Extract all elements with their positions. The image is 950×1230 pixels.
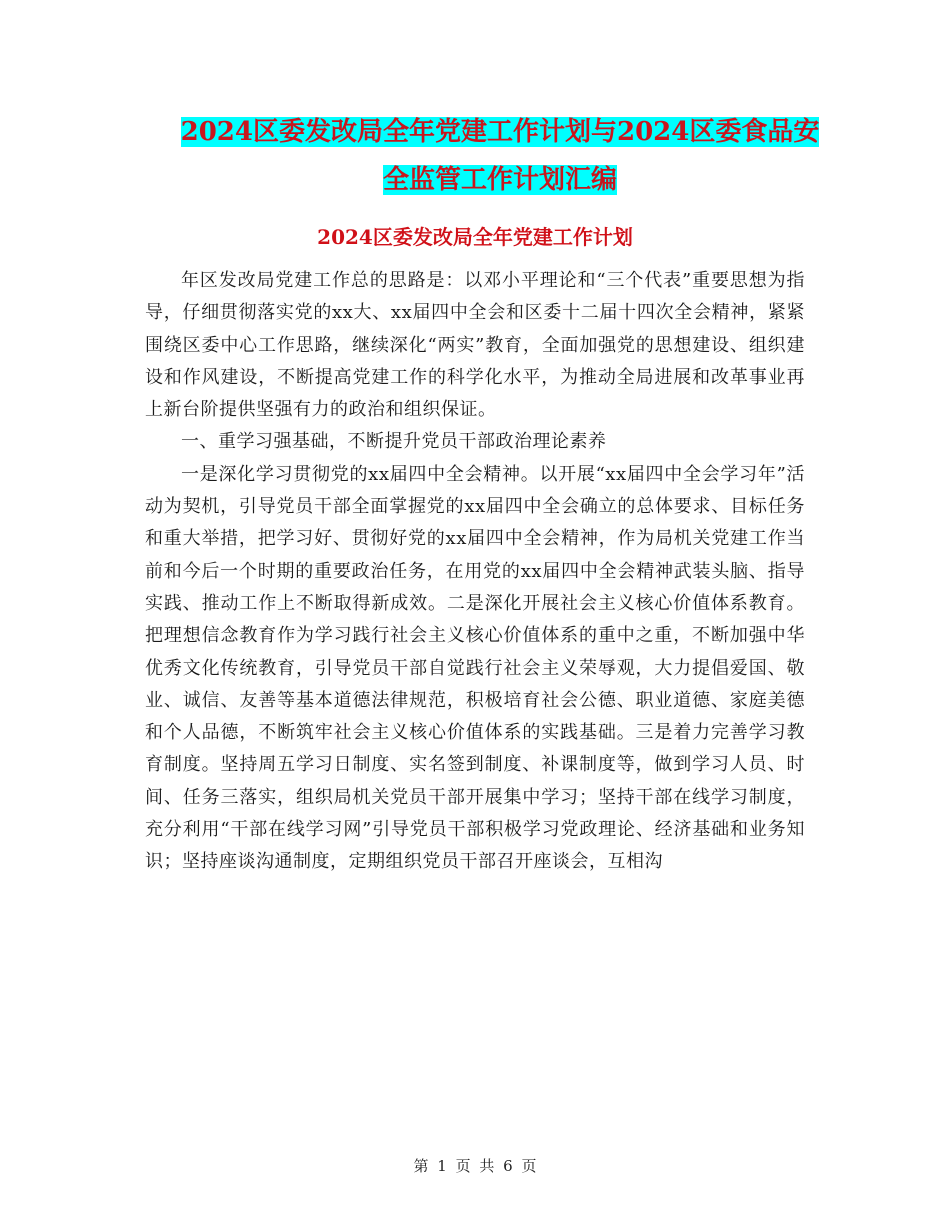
- document-title-line-2: 全监管工作计划汇编: [382, 165, 617, 195]
- section-title: 2024区委发改局全年党建工作计划: [317, 225, 633, 249]
- document-title: [140, 108, 860, 204]
- detail-paragraph: 一是深化学习贯彻党的xx届四中全会精神。以开展“xx届四中全会学习年”活动为契机，引导党员干部全面掌握党的xx届四中全会确立的总体要求、目标任务和重大举措，把学习好、贯彻好党的xx届四中全会精神，作为局机关党建工作当前和今后一个时期的重要政治任务，在用党的xx届四中全会精神武装头脑、指导实践、推动工作上不断取得新成效。二是深化开展社会主义核心价值体系教育。把理想信念教育作为学习践行社会主义核心价值体系的重中之重，不断加强中华优秀文化传统教育，引导党员干部自觉践行社会主义荣辱观，大力提倡爱国、敬业、诚信、友善等基本道德法律规范，积极培育社会公德、职业道德、家庭美德和个人品德，不断筑牢社会主义核心价值体系的实践基础。三是着力完善学习教育制度。坚持周五学习日制度、实名签到制度、补课制度等，做到学习人员、时间、任务三落实，组织局机关党员干部开展集中学习；坚持干部在线学习制度，充分利用“干部在线学习网”引导党员干部积极学习党政理论、经济基础和业务知识；坚持座谈沟通制度，定期组织党员干部召开座谈会，互相沟: [145, 463, 805, 873]
- page-number: 第 1 页 共 6 页: [413, 1157, 537, 1175]
- document-title-line-1: 2024区委发改局全年党建工作计划与2024区委食品安: [180, 117, 820, 147]
- intro-paragraph: 年区发改局党建工作总的思路是：以邓小平理论和“三个代表”重要思想为指导，仔细贯彻落实党的xx大、xx届四中全会和区委十二届十四次全会精神，紧紧围绕区委中心工作思路，继续深化“两实”教育，全面加强党的思想建设、组织建设和作风建设，不断提高党建工作的科学化水平，为推动全局进展和改革事业再上新台阶提供坚强有力的政治和组织保证。: [145, 270, 805, 421]
- document-body: [145, 265, 805, 879]
- heading-paragraph: 一、重学习强基础，不断提升党员干部政治理论素养: [181, 431, 607, 453]
